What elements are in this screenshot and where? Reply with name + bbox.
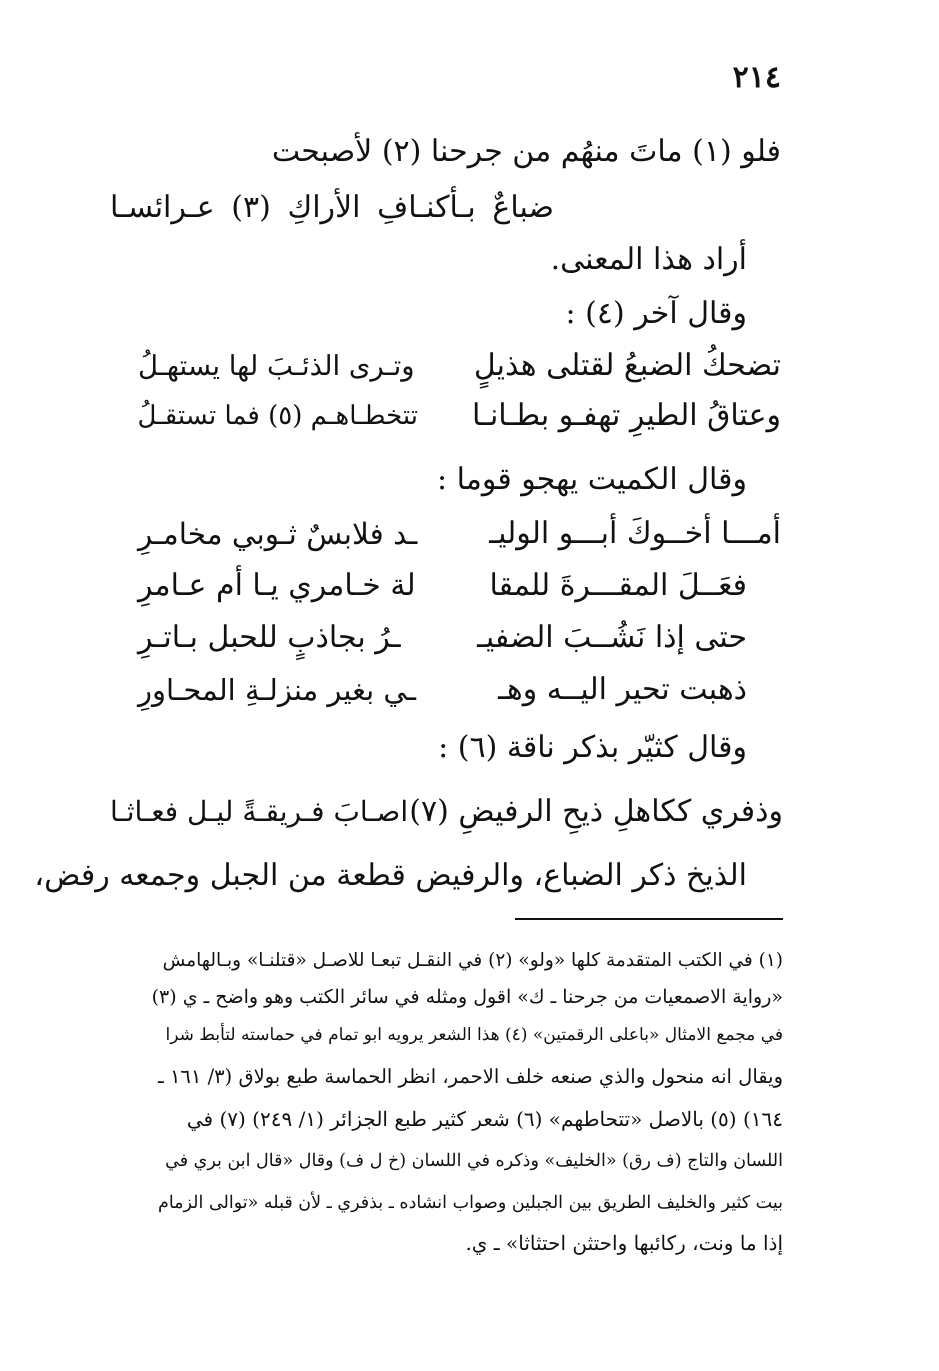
footnote-line-2: «رواية الاصمعيات من جرحنا ـ ك» اقول ومثله في سائر الكتب وهو واضح ـ ي (٣) bbox=[151, 986, 783, 1008]
verse-4-second-hemistich: لة خـامري يـا أم عـامرِ bbox=[138, 568, 416, 603]
verse-6-first-hemistich: ذهبت تحير اليــه وهـ bbox=[498, 672, 747, 707]
verse-3-first-hemistich: أمـــا أخــوكَ أبـــو الوليـ bbox=[489, 516, 781, 551]
footnote-line-3: في مجمع الامثال «باعلى الرقمتين» (٤) هذا الشعر يرويه ابو تمام في حماسته لتأبط شرا bbox=[165, 1025, 783, 1045]
verse-5-first-hemistich: حتى إذا نَشُــبَ الضفيـ bbox=[477, 620, 747, 655]
footnote-line-6: اللسان والتاج (ف رق) «الخليف» وذكره في اللسان (خ ل ف) وقال «قال ابن بري في bbox=[165, 1151, 783, 1171]
page-number: ٢١٤ bbox=[732, 60, 781, 95]
body-line-2: ضباعٌ بـأكنـافِ الأراكِ (٣) عـرائسـا bbox=[110, 190, 554, 225]
body-line-1: فلو (١) ماتَ منهُم من جرحنا (٢) لأصبحت bbox=[271, 134, 781, 169]
footnote-divider bbox=[515, 918, 783, 920]
verse-7-second-hemistich: اصـابَ فـريقـةً ليـل فعـاثـا bbox=[110, 795, 409, 828]
verse-5-second-hemistich: ـرُ بجاذبٍ للحبل بـاتـرِ bbox=[138, 620, 401, 655]
verse-3-second-hemistich: ـد فلابسٌ ثـوبي مخامـرِ bbox=[138, 517, 418, 551]
verse-2-second-hemistich: تتخطـاهـم (٥) فما تستقـلُ bbox=[137, 401, 418, 431]
body-line-5: وقال الكميت يهجو قوما : bbox=[436, 462, 747, 497]
verse-4-first-hemistich: فعَــلَ المقـــرةَ للمقا bbox=[489, 568, 747, 603]
body-line-6: وقال كثيّر بذكر ناقة (٦) : bbox=[438, 730, 747, 765]
footnote-line-7: بيت كثير والخليف الطريق بين الجبلين وصواب انشاده ـ بذفري ـ لأن قبله «توالى الزمام bbox=[157, 1193, 783, 1213]
footnote-line-4: ويقال انه منحول والذي صنعه خلف الاحمر، انظر الحماسة طبع بولاق (٣/ ١٦١ ـ bbox=[158, 1065, 783, 1088]
verse-2-first-hemistich: وعتاقُ الطيرِ تهفـو بطـانـا bbox=[472, 398, 781, 433]
body-line-3: أراد هذا المعنى. bbox=[550, 242, 747, 277]
verse-1-second-hemistich: وتـرى الذئـبَ لها يستهـلُ bbox=[138, 350, 415, 382]
verse-1-first-hemistich: تضحكُ الضبعُ لقتلى هذيلٍ bbox=[473, 348, 781, 383]
verse-6-second-hemistich: ـي بغير منزلـةِ المحـاورِ bbox=[138, 673, 417, 707]
body-line-4: وقال آخر (٤) : bbox=[565, 296, 747, 331]
verse-7-first-hemistich: وذفري ككاهلِ ذيحِ الرفيضِ (٧) bbox=[409, 794, 783, 829]
footnote-line-1: (١) في الكتب المتقدمة كلها «ولو» (٢) في النقـل تبعـا للاصـل «قتلنـا» وبـالهامش bbox=[162, 950, 783, 971]
body-line-7: الذيخ ذكر الضباع، والرفيض قطعة من الجبل وجمعه رفض، bbox=[34, 858, 747, 893]
footnote-line-5: ١٦٤) (٥) بالاصل «تتحاطهم» (٦) شعر كثير طبع الجزائر (١/ ٢٤٩) (٧) في bbox=[186, 1107, 783, 1131]
footnote-line-8: إذا ما ونت، ركائبها واحتثن احتثاثا» ـ ي. bbox=[465, 1231, 783, 1255]
